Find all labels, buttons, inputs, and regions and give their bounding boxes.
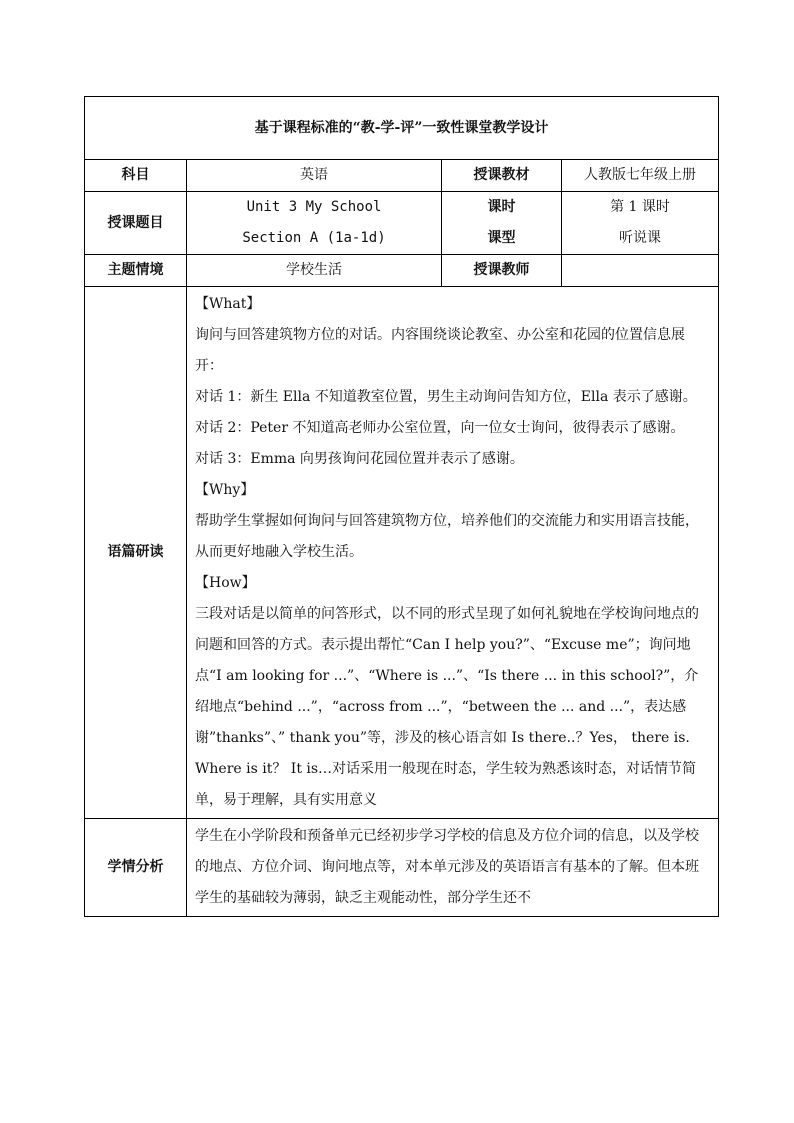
how-heading: 【How】 <box>195 575 256 591</box>
subject-row <box>85 160 719 192</box>
analysis-content <box>187 287 719 819</box>
period-label: 课时 <box>487 199 516 215</box>
analysis-row <box>85 287 719 819</box>
theme-value: 学校生活 <box>187 255 442 287</box>
learner-content: 学生在小学阶段和预备单元已经初步学习学校的信息及方位介词的信息，以及学校的地点、方位介词、询问地点等，对本单元涉及的英语语言有基本的了解。但本班学生的基础较为薄弱，缺乏主观能动性，部分学生还不 <box>187 819 719 917</box>
teacher-label: 授课教师 <box>442 255 562 287</box>
why-text: 帮助学生掌握如何询问与回答建筑物方位，培养他们的交流能力和实用语言技能，从而更好地融入学校生活。 <box>195 513 699 560</box>
topic-value <box>187 192 442 255</box>
learner-label: 学情分析 <box>85 819 187 917</box>
what-intro: 询问与回答建筑物方位的对话。内容围绕谈论教室、办公室和花园的位置信息展开： <box>195 327 685 374</box>
dialog-3: 对话 3：Emma 向男孩询问花园位置并表示了感谢。 <box>195 451 524 467</box>
learner-row <box>85 819 719 917</box>
lesson-type-label: 课型 <box>487 230 516 246</box>
period-type-labels <box>442 192 562 255</box>
textbook-value: 人教版七年级上册 <box>562 160 719 192</box>
table-title: 基于课程标准的“教-学-评”一致性课堂教学设计 <box>85 97 719 160</box>
dialog-2: 对话 2：Peter 不知道高老师办公室位置，向一位女士询问，彼得表示了感谢。 <box>195 420 685 436</box>
theme-row <box>85 255 719 287</box>
teacher-value <box>562 255 719 287</box>
subject-label: 科目 <box>85 160 187 192</box>
lesson-plan-table <box>84 96 719 917</box>
analysis-label: 语篇研读 <box>85 287 187 819</box>
lesson-type-value: 听说课 <box>619 230 662 246</box>
textbook-label: 授课教材 <box>442 160 562 192</box>
period-value: 第 1 课时 <box>610 199 670 215</box>
topic-section: Section A (1a-1d) <box>242 230 386 246</box>
theme-label: 主题情境 <box>85 255 187 287</box>
why-heading: 【Why】 <box>195 482 255 498</box>
topic-unit: Unit 3 My School <box>246 199 382 215</box>
topic-row <box>85 192 719 255</box>
period-type-values <box>562 192 719 255</box>
how-text: 三段对话是以简单的问答形式，以不同的形式呈现了如何礼貌地在学校询问地点的问题和回答的方式。表示提出帮忙“Can I help you?”、“Excuse me”；询问地点“I am looking for ...”、“Where is ...”、“Is there ... in this school?”，介绍地点“behind ...”，“across from ...”，“between the ... and ...”，表达感谢”thanks”、” thank you”等，涉及的核心语言如 Is there..？Yes， there is. Where is it？ It is…对话采用一般现在时态，学生较为熟悉该时态，对话情节简单，易于理解，具有实用意义 <box>195 606 699 808</box>
what-heading: 【What】 <box>195 296 261 312</box>
subject-value: 英语 <box>187 160 442 192</box>
title-row <box>85 97 719 160</box>
topic-label: 授课题目 <box>85 192 187 255</box>
dialog-1: 对话 1：新生 Ella 不知道教室位置，男生主动询问告知方位，Ella 表示了感谢。 <box>195 389 697 405</box>
